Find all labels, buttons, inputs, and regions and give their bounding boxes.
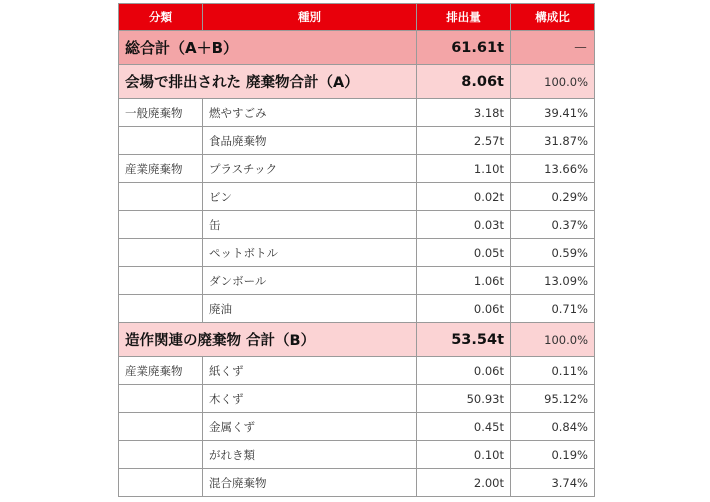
row-category — [119, 469, 203, 497]
section-a-ratio: 100.0% — [511, 65, 595, 99]
header-amount: 排出量 — [417, 4, 511, 31]
row-amount: 2.00t — [417, 469, 511, 497]
row-type: 燃やすごみ — [203, 99, 417, 127]
grand-total-row — [119, 31, 595, 65]
row-category — [119, 441, 203, 469]
table-row — [119, 295, 595, 323]
row-amount: 0.45t — [417, 413, 511, 441]
table-row — [119, 155, 595, 183]
row-type: 混合廃棄物 — [203, 469, 417, 497]
row-amount: 0.02t — [417, 183, 511, 211]
row-category — [119, 385, 203, 413]
row-amount: 0.10t — [417, 441, 511, 469]
table-row — [119, 469, 595, 497]
table-row — [119, 99, 595, 127]
row-type: 食品廃棄物 — [203, 127, 417, 155]
grand-total-label: 総合計（A＋B） — [119, 31, 417, 65]
table-row — [119, 413, 595, 441]
row-ratio: 0.84% — [511, 413, 595, 441]
header-category: 分類 — [119, 4, 203, 31]
row-ratio: 0.37% — [511, 211, 595, 239]
row-ratio: 0.71% — [511, 295, 595, 323]
row-category — [119, 295, 203, 323]
table-row — [119, 357, 595, 385]
table-row — [119, 267, 595, 295]
row-amount: 3.18t — [417, 99, 511, 127]
section-b-label: 造作関連の廃棄物 合計（B） — [119, 323, 417, 357]
section-a-total-row — [119, 65, 595, 99]
row-category: 一般廃棄物 — [119, 99, 203, 127]
row-type: 缶 — [203, 211, 417, 239]
row-category: 産業廃棄物 — [119, 357, 203, 385]
row-ratio: 13.66% — [511, 155, 595, 183]
header-ratio: 構成比 — [511, 4, 595, 31]
row-ratio: 31.87% — [511, 127, 595, 155]
row-amount: 0.03t — [417, 211, 511, 239]
row-category — [119, 211, 203, 239]
row-ratio: 95.12% — [511, 385, 595, 413]
row-type: ダンボール — [203, 267, 417, 295]
row-category — [119, 183, 203, 211]
row-type: ペットボトル — [203, 239, 417, 267]
row-category — [119, 239, 203, 267]
row-ratio: 0.59% — [511, 239, 595, 267]
row-ratio: 3.74% — [511, 469, 595, 497]
table-row — [119, 441, 595, 469]
header-row — [119, 4, 595, 31]
row-type: プラスチック — [203, 155, 417, 183]
row-type: 紙くず — [203, 357, 417, 385]
row-ratio: 39.41% — [511, 99, 595, 127]
table-body — [119, 31, 595, 497]
row-ratio: 0.11% — [511, 357, 595, 385]
row-amount: 0.06t — [417, 357, 511, 385]
row-type: 木くず — [203, 385, 417, 413]
grand-total-ratio: － — [511, 31, 595, 65]
table-row — [119, 385, 595, 413]
row-ratio: 0.19% — [511, 441, 595, 469]
header-type: 種別 — [203, 4, 417, 31]
row-amount: 1.06t — [417, 267, 511, 295]
table-row — [119, 211, 595, 239]
row-type: 金属くず — [203, 413, 417, 441]
grand-total-amount: 61.61t — [417, 31, 511, 65]
row-type: 廃油 — [203, 295, 417, 323]
row-amount: 0.06t — [417, 295, 511, 323]
row-category: 産業廃棄物 — [119, 155, 203, 183]
section-b-total-row — [119, 323, 595, 357]
table-row — [119, 127, 595, 155]
section-b-ratio: 100.0% — [511, 323, 595, 357]
row-category — [119, 413, 203, 441]
row-ratio: 0.29% — [511, 183, 595, 211]
row-category — [119, 267, 203, 295]
row-category — [119, 127, 203, 155]
row-amount: 50.93t — [417, 385, 511, 413]
section-a-amount: 8.06t — [417, 65, 511, 99]
waste-emission-table — [118, 3, 595, 497]
row-ratio: 13.09% — [511, 267, 595, 295]
row-amount: 0.05t — [417, 239, 511, 267]
table-row — [119, 183, 595, 211]
row-type: がれき類 — [203, 441, 417, 469]
section-a-label: 会場で排出された 廃棄物合計（A） — [119, 65, 417, 99]
row-amount: 2.57t — [417, 127, 511, 155]
section-b-amount: 53.54t — [417, 323, 511, 357]
row-amount: 1.10t — [417, 155, 511, 183]
row-type: ビン — [203, 183, 417, 211]
table-row — [119, 239, 595, 267]
table-header — [119, 4, 595, 31]
